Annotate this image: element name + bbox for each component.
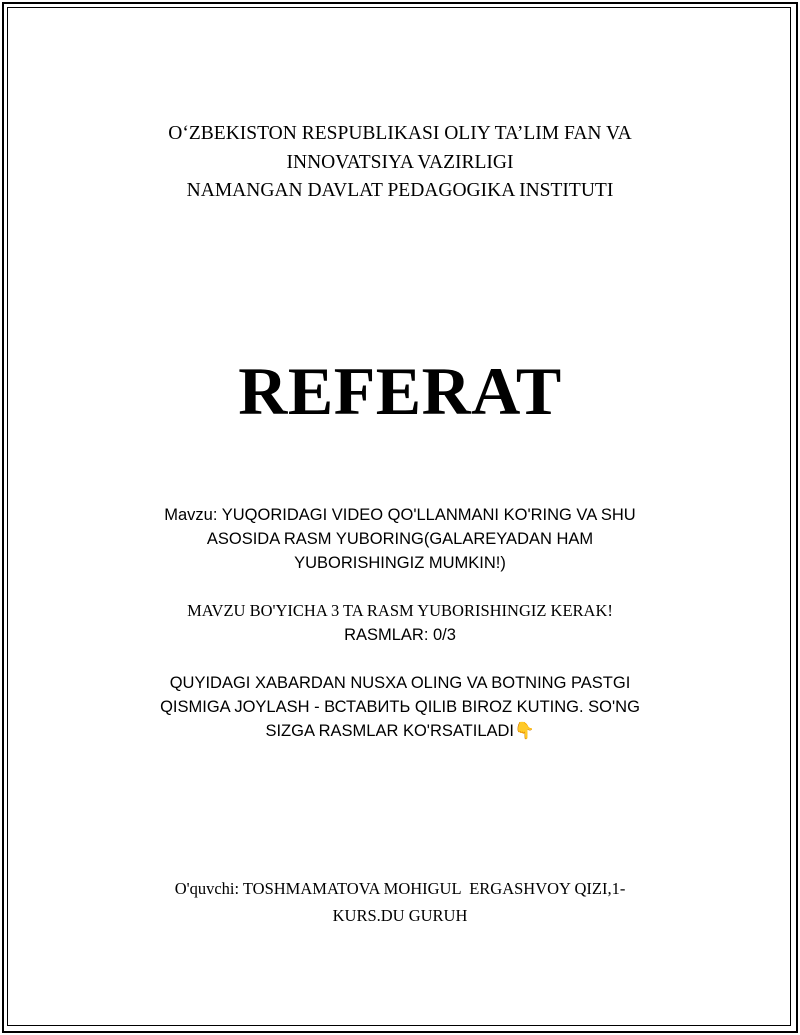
- requirement-text: MAVZU BO'YICHA 3 TA RASM YUBORISHINGIZ KERAK!: [187, 601, 613, 620]
- image-counter: RASMLAR: 0/3: [344, 626, 456, 644]
- student-group-line: KURS.DU GURUH: [332, 906, 468, 925]
- document-title: REFERAT: [238, 353, 562, 429]
- student-name-line: O'quvchi: TOSHMAMATOVA MOHIGUL ERGASHVOY QIZI,1-: [174, 879, 626, 898]
- instruction-line: SIZGA RASMLAR KO'RSATILADI👇: [265, 722, 535, 740]
- institution-header: [0, 120, 800, 206]
- topic-line: YUBORISHINGIZ MUMKIN!): [294, 554, 506, 572]
- instruction-line: QUYIDAGI XABARDAN NUSXA OLING VA BOTNING PASTGI: [169, 674, 631, 692]
- header-line-ministry: O‘ZBEKISTON RESPUBLIKASI OLIY TA’LIM FAN VA: [168, 123, 632, 144]
- spacer: [0, 647, 800, 671]
- header-line-institute: NAMANGAN DAVLAT PEDAGOGIKA INSTITUTI: [186, 180, 614, 201]
- spacer: [0, 575, 800, 599]
- header-line-ministry-cont: INNOVATSIYA VAZIRLIGI: [286, 151, 514, 173]
- student-info: [0, 875, 800, 929]
- topic-section: [0, 503, 800, 743]
- instruction-line: QISMIGA JOYLASH - ВСТАВИТЬ QILIB BIROZ KUTING. SO'NG: [160, 698, 640, 716]
- topic-line: ASOSIDA RASM YUBORING(GALAREYADAN HAM: [206, 530, 594, 548]
- topic-line: Mavzu: YUQORIDAGI VIDEO QO'LLANMANI KO'RING VA SHU: [164, 506, 636, 524]
